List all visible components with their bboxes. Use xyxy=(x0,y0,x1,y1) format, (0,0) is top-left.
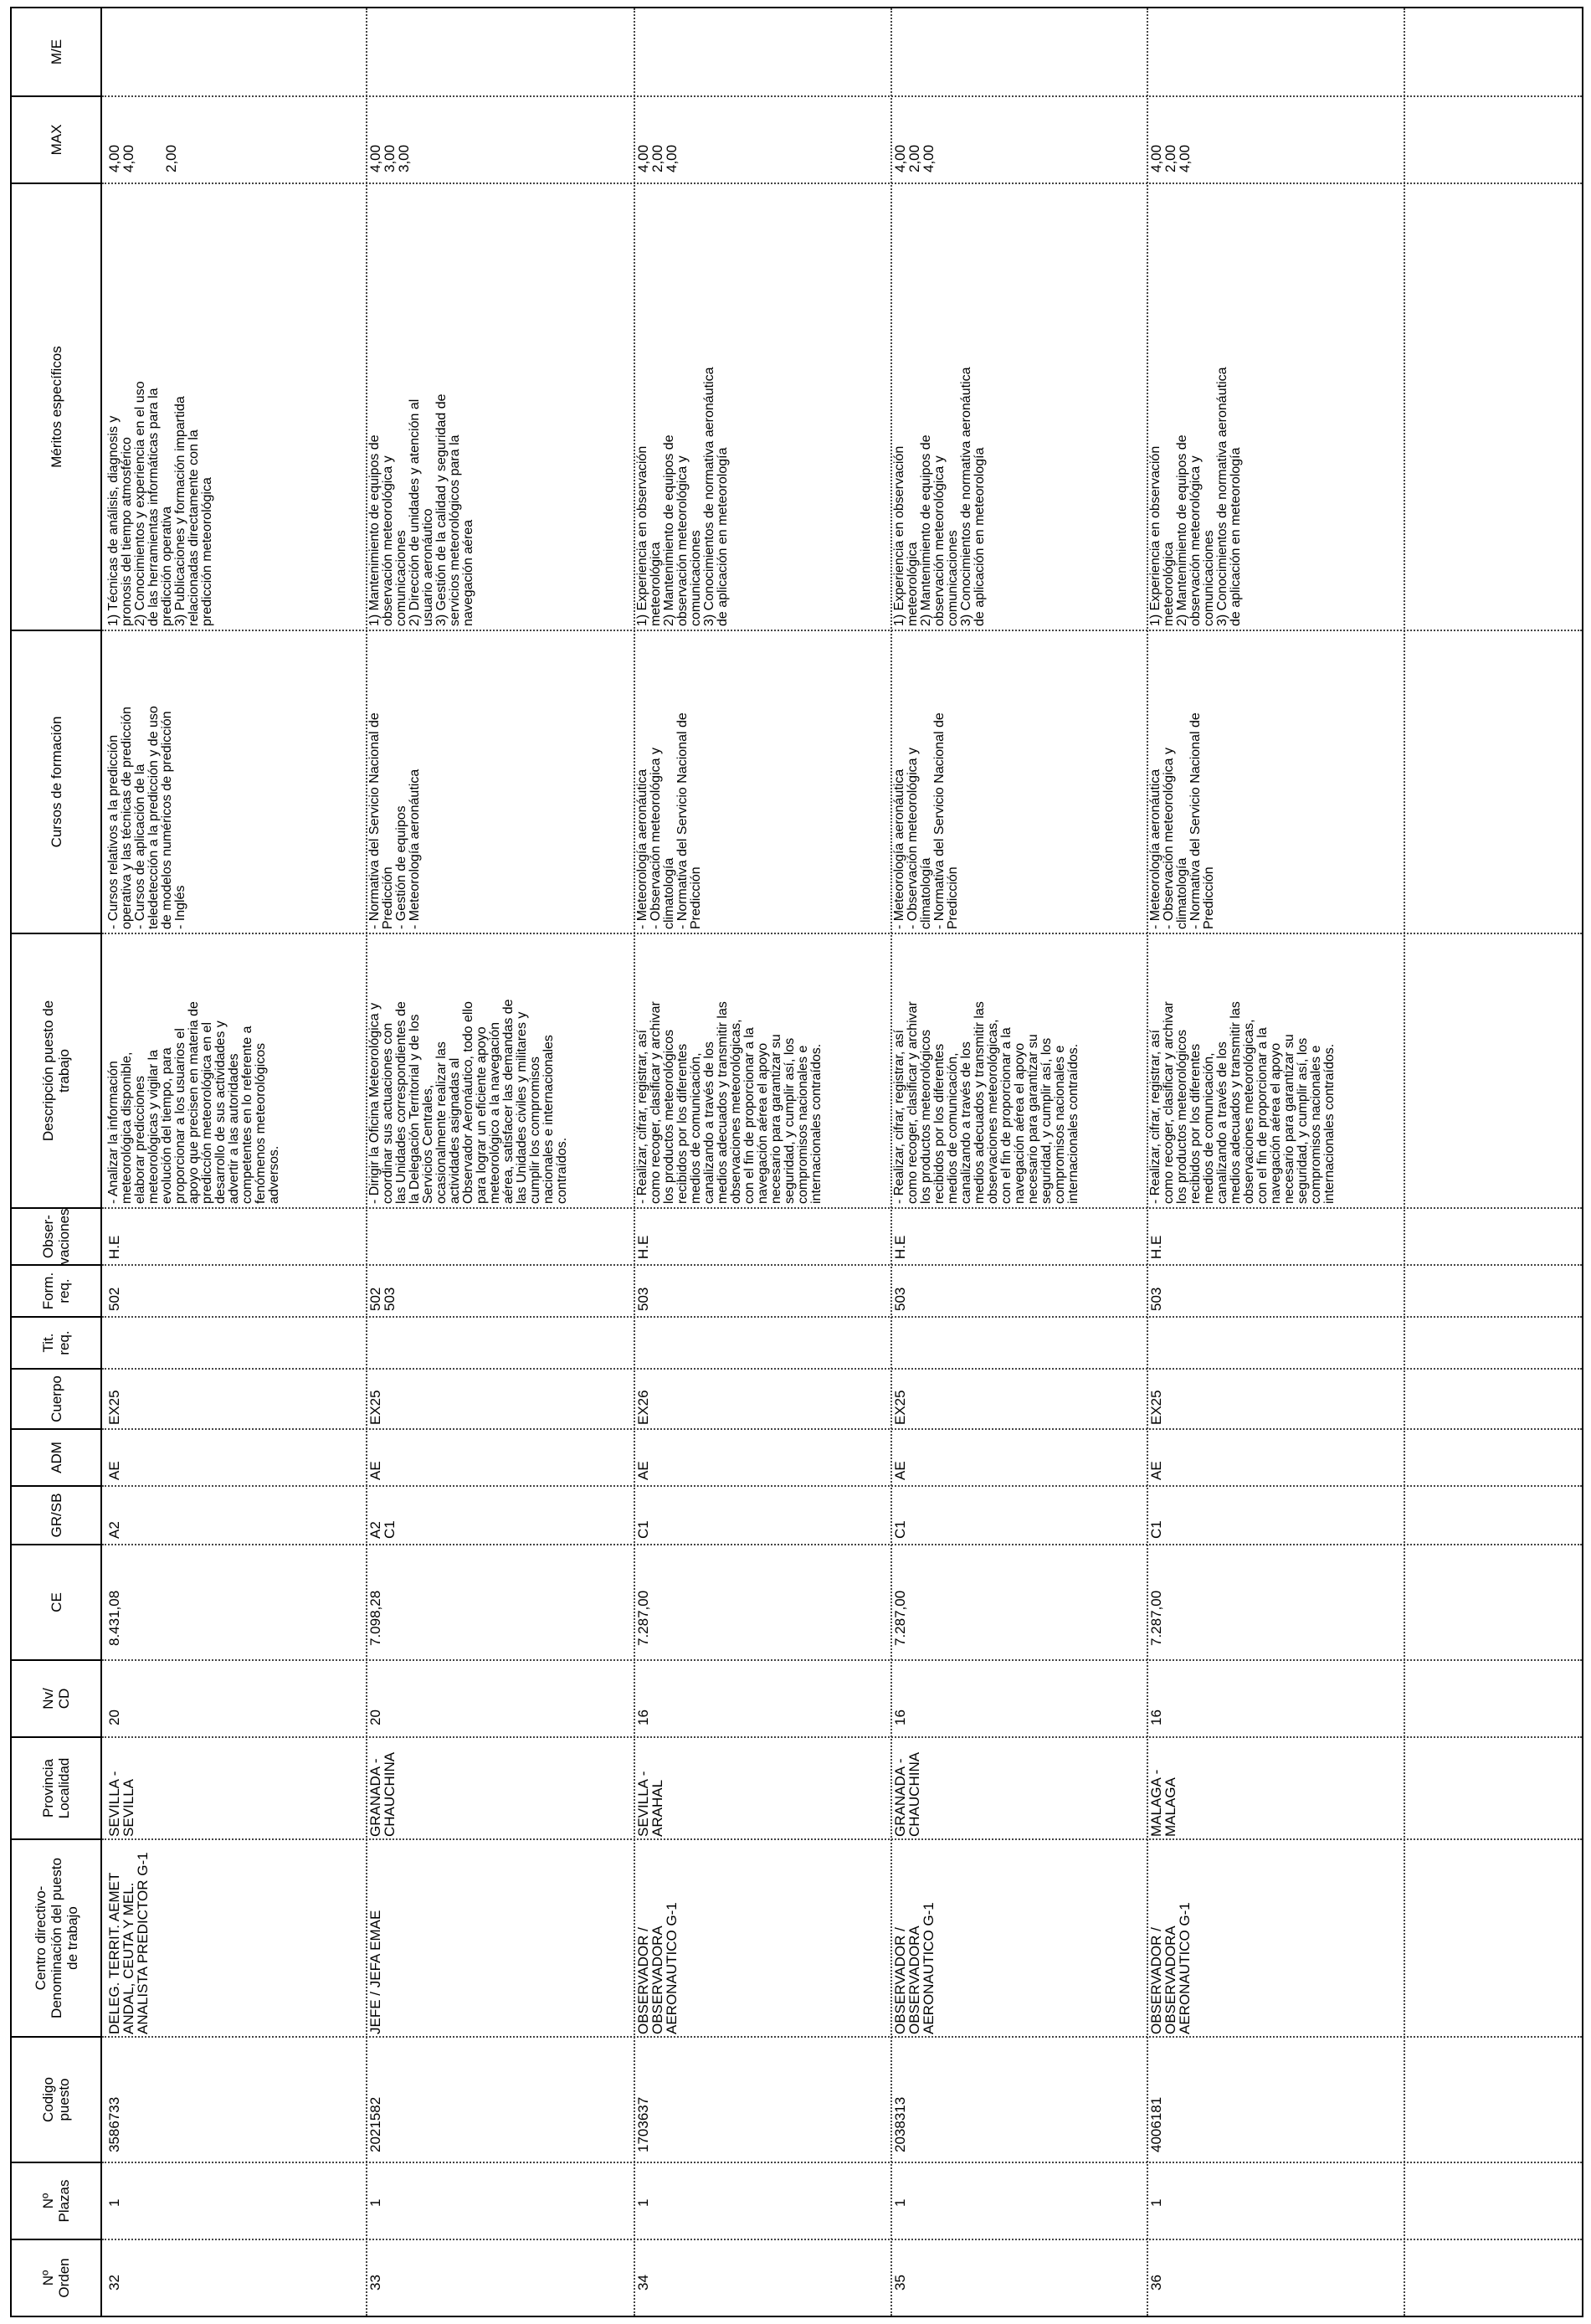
header-titulacion: Tit. req. xyxy=(12,1316,100,1368)
row-divider xyxy=(1404,8,1405,2316)
max-cell: 4,00 3,00 3,00 xyxy=(367,144,412,172)
meritos-cell: 1) Mantenimiento de equipos de observación meteorológica y comunicaciones 2) Dirección de unidades y atención al usuario aeronáutico 3) Gestión de la calidad y seguridad de servicios meteorológicos para la navegación aérea xyxy=(367,393,475,626)
cuerpo-cell: EX25 xyxy=(106,1390,122,1425)
header-cursos: Cursos de formación xyxy=(12,630,100,933)
column-divider xyxy=(102,1838,1582,1840)
column-divider xyxy=(102,1264,1582,1266)
header-adm: ADM xyxy=(12,1428,100,1485)
cursos-cell: - Meteorología aeronáutica - Observación meteorológica y climatología - Normativa del Servicio Nacional de Predicción xyxy=(892,712,960,929)
header-descripcion: Descripción puesto de trabajo xyxy=(12,933,100,1207)
descripcion-cell: - Realizar, cifrar, registrar, así como recoger, clasificar y archivar los productos meteorológicos recibidos por los diferentes medios de comunicación, canalizando a través de los medios adecuados y transmitir las observaciones meteorológicas, con el fin de proporcionar a la navegación aérea el apoyo necesario para garantizar su seguridad, y cumplir así, los compromisos nacionales e internacionales contraídos. xyxy=(635,1001,824,1204)
meritos-cell: 1) Técnicas de análisis, diagnosis y pronosis del tiempo atmosférico 2) Conocimientos y experiencia en el uso de las herramientas informáticas para la predicción operativa 3) Publicaciones y formación impartida relacionadas directamente con la predicción meteorológica xyxy=(106,381,214,626)
header-codigo: Codigo puesto xyxy=(12,2036,100,2162)
centro-cell: OBSERVADOR / OBSERVADORA AERONAUTICO G-1 xyxy=(892,1902,937,2034)
codigo-cell: 2021582 xyxy=(367,2096,383,2152)
plazas-cell: 1 xyxy=(106,2198,122,2207)
ce-cell: 7.287,00 xyxy=(892,1590,908,1646)
grupo-cell: A2 xyxy=(106,1521,122,1539)
meritos-cell: 1) Experiencia en observación meteorológica 2) Mantenimiento de equipos de observación meteorológica y comunicaciones 3) Conocimientos de normativa aeronáutica de aplicación en meteorología xyxy=(892,367,987,626)
max-cell: 4,00 2,00 4,00 xyxy=(892,144,937,172)
cursos-cell: - Meteorología aeronáutica - Observación meteorológica y climatología - Normativa del Servicio Nacional de Predicción xyxy=(635,712,703,929)
header-formacion: Form. req. xyxy=(12,1264,100,1316)
formacion-cell: 502 xyxy=(106,1287,122,1311)
header-ce: CE xyxy=(12,1544,100,1659)
column-divider xyxy=(102,2036,1582,2038)
column-divider xyxy=(102,2162,1582,2163)
formacion-cell: 502 503 xyxy=(367,1287,398,1311)
column-divider xyxy=(102,1485,1582,1487)
adm-cell: AE xyxy=(1148,1461,1164,1480)
meritos-cell: 1) Experiencia en observación meteorológica 2) Mantenimiento de equipos de observación meteorológica y comunicaciones 3) Conocimientos de normativa aeronáutica de aplicación en meteorología xyxy=(635,367,730,626)
nivel-cell: 20 xyxy=(106,1710,122,1725)
plazas-cell: 1 xyxy=(892,2198,908,2207)
header-orden: Nº Orden xyxy=(12,2239,100,2316)
header-plazas: Nº Plazas xyxy=(12,2162,100,2239)
header-max: MAX xyxy=(12,95,100,183)
cuerpo-cell: EX25 xyxy=(892,1390,908,1425)
header-meritos: Méritos específicos xyxy=(12,183,100,630)
adm-cell: AE xyxy=(892,1461,908,1480)
adm-cell: AE xyxy=(635,1461,651,1480)
max-cell: 4,00 2,00 4,00 xyxy=(635,144,680,172)
column-divider xyxy=(102,1544,1582,1545)
descripcion-cell: - Realizar, cifrar, registrar, así como recoger, clasificar y archivar los productos meteorológicos recibidos por los diferentes medios de comunicación, canalizando a través de los medios adecuados y transmitir las observaciones meteorológicas, con el fin de proporcionar a la navegación aérea el apoyo necesario para garantizar su seguridad, y cumplir así, los compromisos nacionales e internacionales contraídos. xyxy=(1148,1001,1337,1204)
provincia-cell: GRANADA - CHAUCHINA xyxy=(892,1751,922,1837)
column-divider xyxy=(102,183,1582,184)
plazas-cell: 1 xyxy=(1148,2198,1164,2207)
ce-cell: 7.287,00 xyxy=(1148,1590,1164,1646)
table-header xyxy=(10,7,102,2317)
nivel-cell: 16 xyxy=(635,1710,651,1725)
cuerpo-cell: EX25 xyxy=(367,1390,383,1425)
codigo-cell: 1703637 xyxy=(635,2096,651,2152)
formacion-cell: 503 xyxy=(1148,1287,1164,1311)
observaciones-cell: H.E xyxy=(1148,1235,1164,1259)
ce-cell: 8.431,08 xyxy=(106,1590,122,1646)
observaciones-cell: H.E xyxy=(106,1235,122,1259)
descripcion-cell: - Dirigir la Oficina Meteorológica y coordinar sus actuaciones con las Unidades correspondientes de la Delegación Territorial y de los Servicios Centrales, ocasionalmente realizar las actividades asignadas al Observador Aeronáutico, todo ello para lograr un eficiente apoyo meteorológico a la navegación aérea, satisfacer las demandas de las Unidades civiles y militares y cumplir los compromisos nacionales e internacionales contraídos. xyxy=(367,999,569,1204)
column-divider xyxy=(102,630,1582,631)
provincia-cell: SEVILLA - ARAHAL xyxy=(635,1771,665,1837)
provincia-cell: MALAGA - MALAGA xyxy=(1148,1769,1178,1837)
formacion-cell: 503 xyxy=(635,1287,651,1311)
orden-cell: 34 xyxy=(635,2275,651,2291)
plazas-cell: 1 xyxy=(635,2198,651,2207)
column-divider xyxy=(102,1736,1582,1738)
max-cell: 4,00 2,00 4,00 xyxy=(1148,144,1193,172)
codigo-cell: 2038313 xyxy=(892,2096,908,2152)
orden-cell: 33 xyxy=(367,2275,383,2291)
observaciones-cell: H.E xyxy=(892,1235,908,1259)
formacion-cell: 503 xyxy=(892,1287,908,1311)
column-divider xyxy=(102,1659,1582,1661)
meritos-cell: 1) Experiencia en observación meteorológica 2) Mantenimiento de equipos de observación meteorológica y comunicaciones 3) Conocimientos de normativa aeronáutica de aplicación en meteorología xyxy=(1148,367,1243,626)
adm-cell: AE xyxy=(367,1461,383,1480)
header-nivel: Nv/ CD xyxy=(12,1659,100,1736)
column-divider xyxy=(102,95,1582,97)
cuerpo-cell: EX25 xyxy=(1148,1390,1164,1425)
codigo-cell: 3586733 xyxy=(106,2096,122,2152)
orden-cell: 36 xyxy=(1148,2275,1164,2291)
header-observaciones: Obser- vaciones xyxy=(12,1207,100,1264)
column-divider xyxy=(102,2239,1582,2240)
cursos-cell: - Meteorología aeronáutica - Observación meteorológica y climatología - Normativa del Servicio Nacional de Predicción xyxy=(1148,712,1216,929)
nivel-cell: 20 xyxy=(367,1710,383,1725)
column-divider xyxy=(102,1368,1582,1370)
orden-cell: 35 xyxy=(892,2275,908,2291)
centro-cell: DELEG. TERRIT. AEMET ANDAL, CEUTA Y MEL. ANALISTA PREDICTOR G-1 xyxy=(106,1852,151,2034)
grupo-cell: C1 xyxy=(892,1520,908,1539)
ce-cell: 7.098,28 xyxy=(367,1590,383,1646)
nivel-cell: 16 xyxy=(892,1710,908,1725)
header-provincia: Provincia Localidad xyxy=(12,1736,100,1838)
header-grupo: GR/SB xyxy=(12,1485,100,1544)
codigo-cell: 4006181 xyxy=(1148,2096,1164,2152)
grupo-cell: C1 xyxy=(1148,1520,1164,1539)
cursos-cell: - Normativa del Servicio Nacional de Predicción - Gestión de equipos - Meteorología aeronáutica xyxy=(367,712,422,929)
descripcion-cell: - Realizar, cifrar, registrar, así como recoger, clasificar y archivar los productos meteorológicos recibidos por los diferentes medios de comunicación, canalizando a través de los medios adecuados y transmitir las observaciones meteorológicas, con el fin de proporcionar a la navegación aérea el apoyo necesario para garantizar su seguridad, y cumplir así, los compromisos nacionales e internacionales contraídos. xyxy=(892,1001,1080,1204)
plazas-cell: 1 xyxy=(367,2198,383,2207)
provincia-cell: GRANADA - CHAUCHINA xyxy=(367,1751,398,1837)
orden-cell: 32 xyxy=(106,2275,122,2291)
observaciones-cell: H.E xyxy=(635,1235,651,1259)
column-divider xyxy=(102,1316,1582,1318)
nivel-cell: 16 xyxy=(1148,1710,1164,1725)
header-centro: Centro directivo- Denominación del puesto de trabajo xyxy=(12,1838,100,2036)
centro-cell: OBSERVADOR / OBSERVADORA AERONAUTICO G-1 xyxy=(1148,1902,1193,2034)
max-cell: 4,00 4,00 2,00 xyxy=(106,144,179,172)
column-divider xyxy=(102,1428,1582,1430)
centro-cell: OBSERVADOR / OBSERVADORA AERONAUTICO G-1 xyxy=(635,1902,680,2034)
cursos-cell: - Cursos relativos a la predicción operativa y las técnicas de predicción - Cursos de aplicación de la teledetección a la predicción y de uso de modelos numéricos de predicción - Inglés xyxy=(106,706,187,929)
grupo-cell: A2 C1 xyxy=(367,1520,398,1539)
adm-cell: AE xyxy=(106,1461,122,1480)
ce-cell: 7.287,00 xyxy=(635,1590,651,1646)
provincia-cell: SEVILLA - SEVILLA xyxy=(106,1771,136,1837)
header-me: M/E xyxy=(48,39,64,65)
header-cuerpo: Cuerpo xyxy=(12,1368,100,1428)
positions-table xyxy=(10,7,1583,2317)
table-body xyxy=(102,7,1583,2317)
column-divider xyxy=(102,933,1582,934)
centro-cell: JEFE / JEFA EMAE xyxy=(367,1910,383,2034)
cuerpo-cell: EX26 xyxy=(635,1390,651,1425)
descripcion-cell: - Analizar la información meteorológica disponible, elaborar predicciones meteorológicas y vigilar la evolución del tiempo, para proporcionar a los usuarios el apoyo que precisen en materia de predicción meteorológica en el desarrollo de sus actividades y advertir a las autoridades competentes en lo referente a fenómenos meteorológicos adversos. xyxy=(106,1001,281,1204)
grupo-cell: C1 xyxy=(635,1520,651,1539)
column-divider xyxy=(102,1207,1582,1209)
